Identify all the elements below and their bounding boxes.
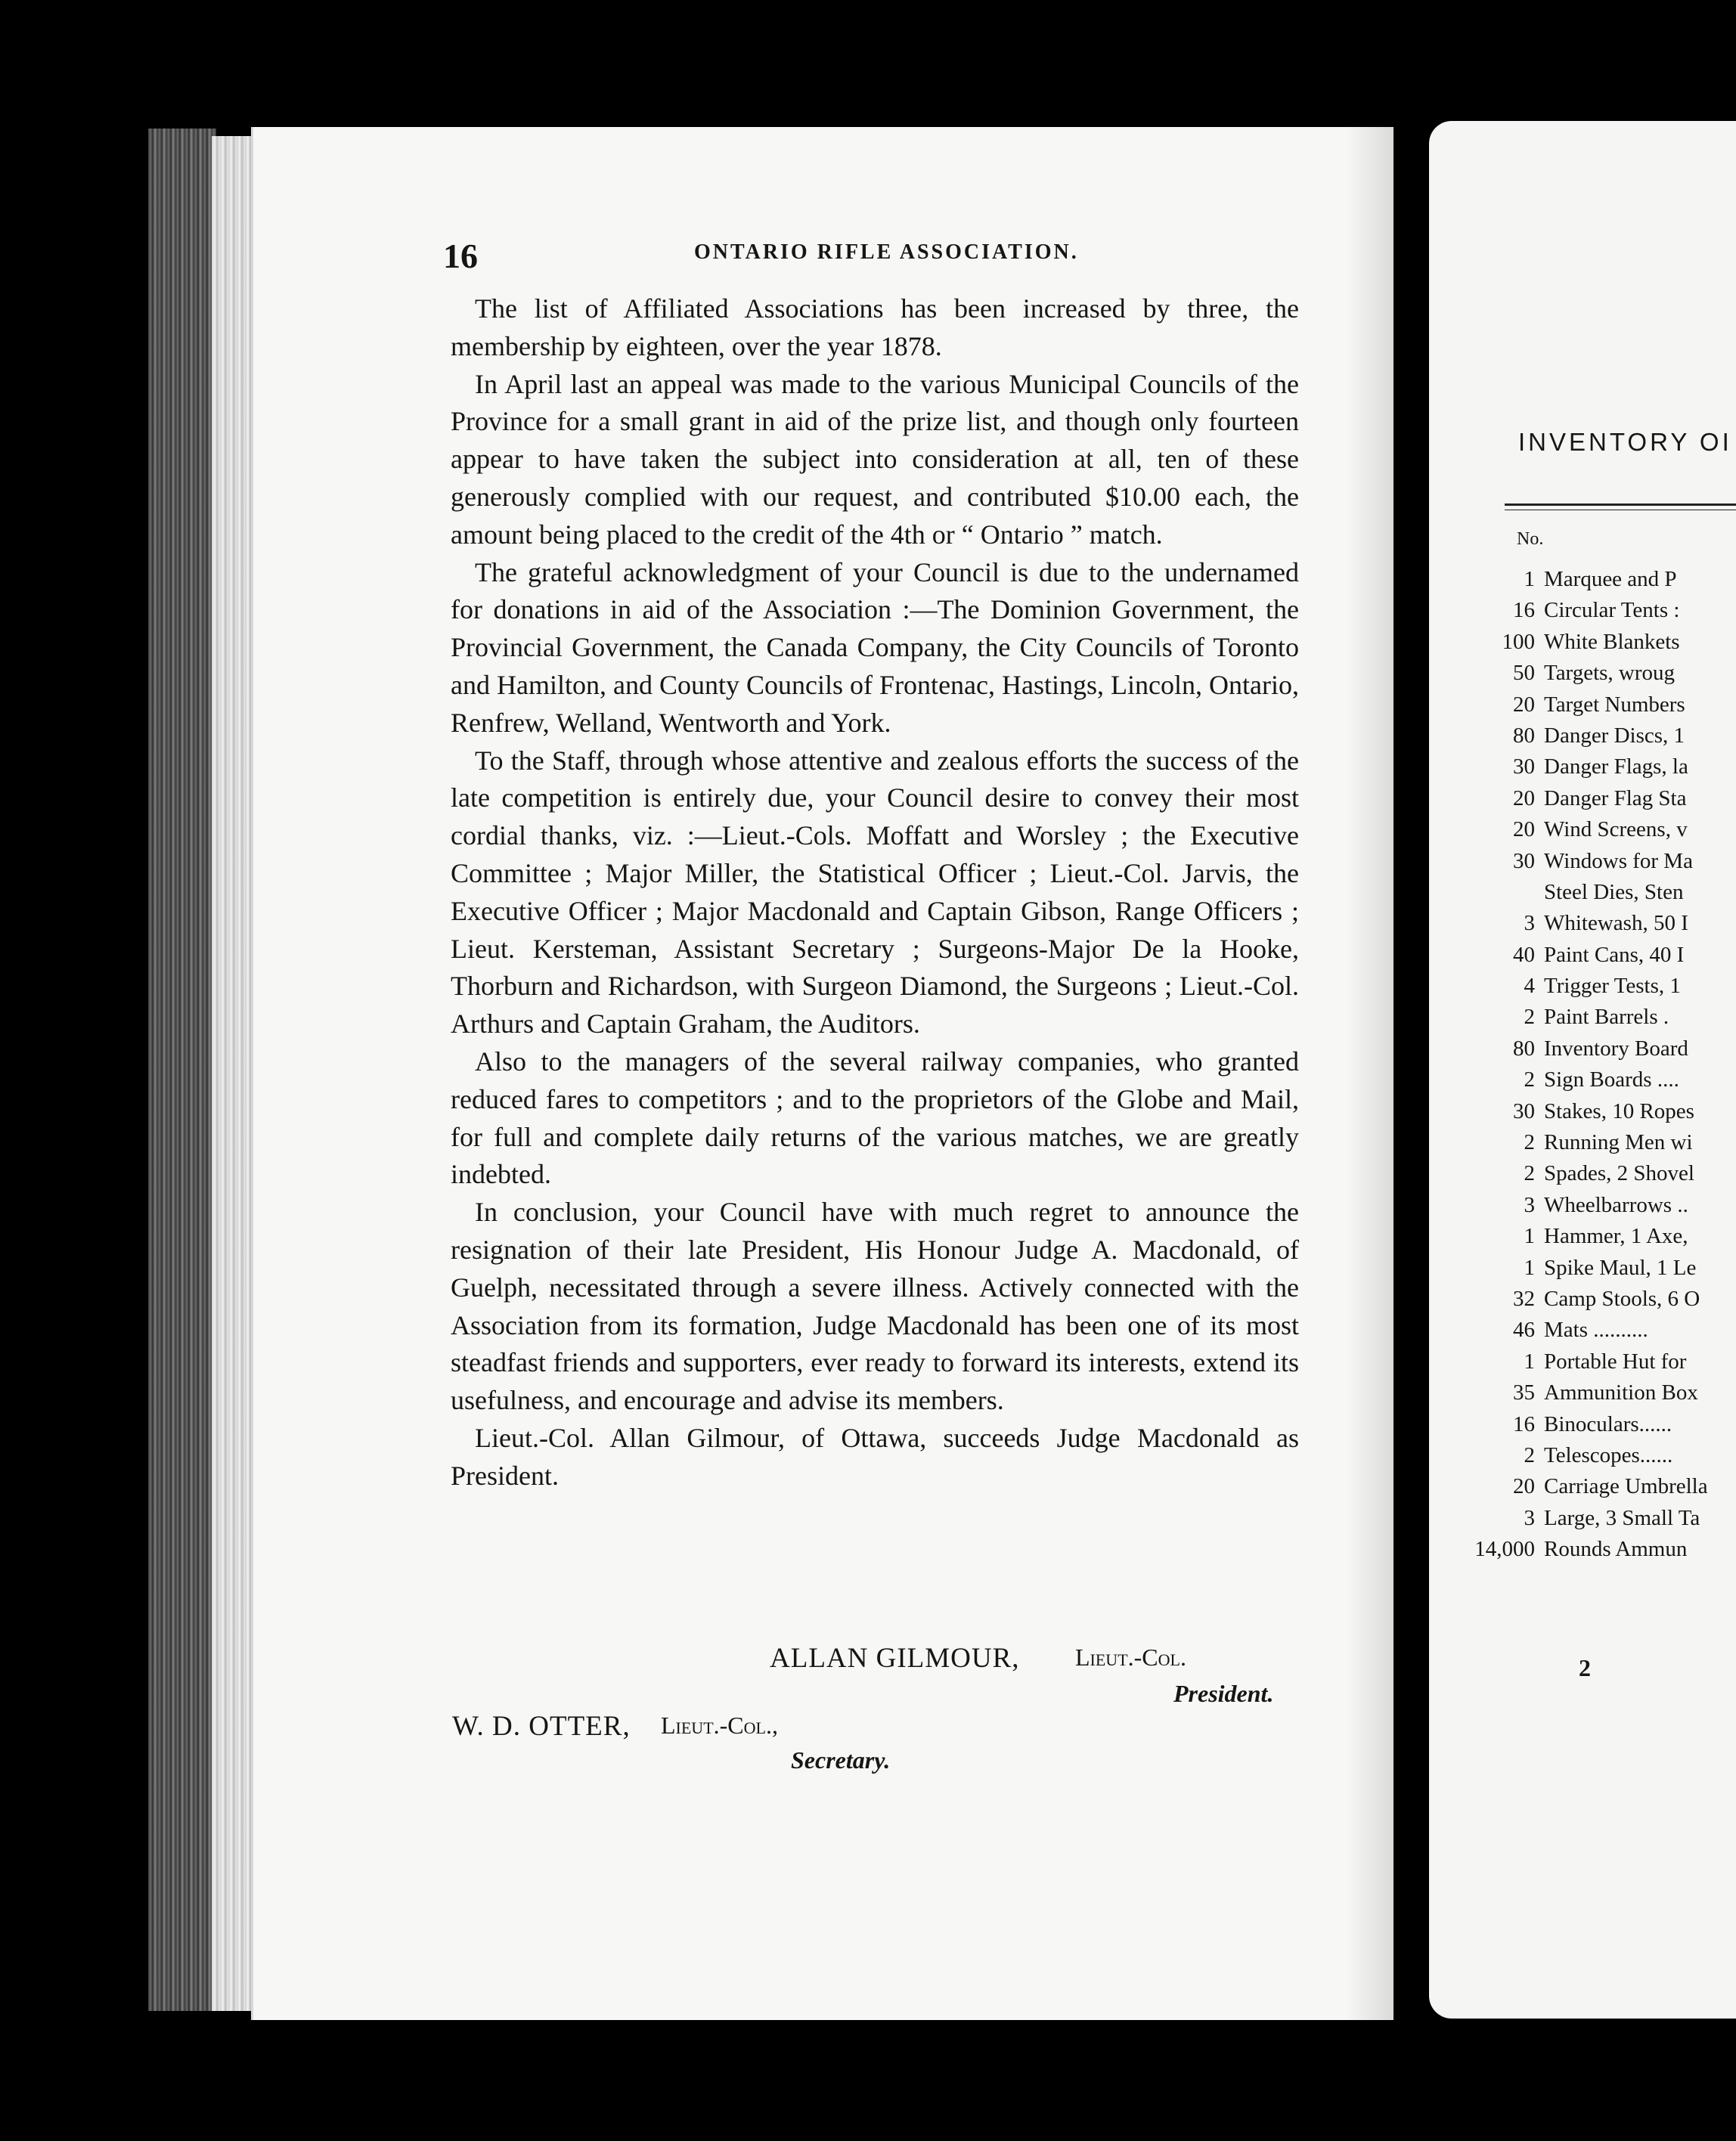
inventory-row [1490, 1440, 1736, 1471]
signature-president-title: President. [1173, 1680, 1274, 1707]
inventory-item: Danger Discs, 1 [1544, 723, 1685, 748]
paragraph-resignation: In conclusion, your Council have with much regret to announce the resignation of their late President, His Honour Judge A. Macdonald, of Guelph, necessitated through a severe illness. Actively connected with the Association from its formation, Judge Macdonald has been one of its most steadfast friends and supporters, ever ready to forward its interests, extend its usefulness, and encourage and advise its members. [451, 1197, 1299, 1416]
inventory-item: Whitewash, 50 I [1544, 911, 1688, 936]
signature-secretary-title: Secretary. [791, 1746, 891, 1774]
inventory-quantity: 32 [1513, 1286, 1535, 1311]
inventory-quantity: 40 [1513, 942, 1535, 967]
inventory-item: Inventory Board [1544, 1036, 1688, 1061]
inventory-row [1490, 1033, 1736, 1064]
inventory-quantity: 80 [1513, 723, 1535, 748]
inventory-row [1490, 1096, 1736, 1127]
inventory-row [1490, 846, 1736, 877]
body-text [451, 290, 1299, 1495]
inventory-item: Trigger Tests, 1 [1544, 974, 1681, 999]
stacked-page-edges [212, 136, 251, 2011]
inventory-item: Target Numbers [1544, 692, 1685, 717]
paragraph-staff-thanks: To the Staff, through whose attentive and zealous efforts the success of the late competition is entirely due, your Council desire to convey their most cordial thanks, viz. :—Lieut.-Cols. Moffatt and Worsley ; the Executive Committee ; Major Miller, the Statistical Officer ; Lieut.-Col. Jarvis, the Executive Officer ; Major Macdonald and Captain Gibson, Range Officers ; Lieut. Kersteman, Assistant Secretary ; Surgeons-Major De la Hooke, Thorburn and Richardson, with Surgeon Diamond, the Surgeons ; Lieut.-Col. Arthurs and Captain Graham, the Auditors. [451, 745, 1299, 1040]
inventory-quantity: 100 [1502, 629, 1535, 654]
inventory-item: Ammunition Box [1544, 1380, 1698, 1405]
inventory-item: Stakes, 10 Ropes [1544, 1098, 1694, 1123]
inventory-row [1490, 1284, 1736, 1315]
inventory-item: Danger Flags, la [1544, 754, 1688, 779]
inventory-row [1490, 1315, 1736, 1346]
inventory-row [1490, 783, 1736, 814]
inventory-row [1490, 627, 1736, 658]
signature-secretary-name: W. D. OTTER, [452, 1711, 631, 1742]
inventory-item: Targets, wroug [1544, 661, 1676, 686]
inventory-item: Danger Flag Sta [1544, 785, 1687, 810]
inventory-quantity: 20 [1513, 692, 1535, 717]
gutter-shadow [1346, 127, 1437, 2020]
inventory-row [1490, 1377, 1736, 1408]
inventory-quantity: 1 [1524, 1349, 1535, 1374]
inventory-row [1490, 1190, 1736, 1221]
inventory-row [1490, 814, 1736, 845]
inventory-list [1474, 564, 1736, 1566]
inventory-quantity: 80 [1513, 1036, 1535, 1061]
inventory-row [1490, 1064, 1736, 1095]
inventory-row [1490, 877, 1736, 908]
inventory-item: Wind Screens, v [1544, 817, 1688, 842]
inventory-item: White Blankets [1544, 629, 1680, 654]
inventory-row [1490, 1127, 1736, 1158]
paragraph-donations: The grateful acknowledgment of your Council is due to the undernamed for donations in aid of the Association :—The Dominion Government, the Provincial Government, the Canada Company, the City Councils of Toronto and Hamilton, and County Councils of Frontenac, Hastings, Lincoln, Ontario, Renfrew, Welland, Wentworth and York. [451, 556, 1299, 738]
inventory-quantity: 20 [1513, 817, 1535, 842]
inventory-quantity: 3 [1524, 911, 1535, 936]
inventory-row [1490, 564, 1736, 595]
inventory-row [1474, 1534, 1736, 1565]
inventory-item: Spike Maul, 1 Le [1544, 1255, 1697, 1280]
inventory-row [1490, 1002, 1736, 1033]
inventory-item: Running Men wi [1544, 1130, 1693, 1155]
inventory-row [1490, 1471, 1736, 1502]
inventory-quantity: 30 [1513, 1098, 1535, 1123]
inventory-item: Windows for Ma [1544, 848, 1693, 873]
inventory-quantity: 20 [1513, 785, 1535, 810]
inventory-quantity: 20 [1513, 1474, 1535, 1499]
inventory-row [1490, 1346, 1736, 1377]
inventory-item: Paint Cans, 40 I [1544, 942, 1685, 967]
title-rule-thick [1505, 503, 1736, 506]
inventory-quantity: 2 [1524, 1005, 1535, 1030]
inventory-item: Sign Boards .... [1544, 1067, 1679, 1092]
paragraph-new-president: Lieut.-Col. Allan Gilmour, of Ottawa, succeeds Judge Macdonald as President. [451, 1422, 1299, 1491]
inventory-item: Binoculars...... [1544, 1411, 1672, 1436]
inventory-item: Paint Barrels . [1544, 1005, 1669, 1030]
inventory-item: Hammer, 1 Axe, [1544, 1224, 1688, 1249]
signature-president-rank: Lieut.-Col. [1075, 1644, 1186, 1671]
inventory-item: Marquee and P [1544, 567, 1677, 591]
inventory-item: Carriage Umbrella [1544, 1474, 1708, 1499]
page-number: 16 [443, 237, 478, 275]
inventory-row [1490, 1221, 1736, 1252]
inventory-quantity: 35 [1513, 1380, 1535, 1405]
inventory-row [1490, 1158, 1736, 1189]
right-page-footer: 2 [1579, 1654, 1591, 1681]
inventory-item: Large, 3 Small Ta [1544, 1505, 1700, 1530]
signature-president-name: ALLAN GILMOUR, [770, 1643, 1020, 1674]
inventory-quantity: 1 [1524, 567, 1535, 591]
inventory-quantity: 2 [1524, 1442, 1535, 1467]
inventory-quantity: 14,000 [1474, 1537, 1535, 1562]
inventory-row [1490, 940, 1736, 971]
inventory-row [1490, 658, 1736, 689]
inventory-quantity: 2 [1524, 1161, 1535, 1186]
inventory-item: Wheelbarrows .. [1544, 1192, 1688, 1217]
inventory-item: Rounds Ammun [1544, 1537, 1688, 1562]
inventory-title: INVENTORY OI [1518, 428, 1732, 456]
inventory-quantity: 1 [1524, 1255, 1535, 1280]
inventory-quantity: 2 [1524, 1130, 1535, 1155]
signature-secretary-rank: Lieut.-Col., [661, 1712, 778, 1739]
inventory-quantity: 2 [1524, 1067, 1535, 1092]
book-spine-edge [148, 129, 216, 2011]
inventory-item: Spades, 2 Shovel [1544, 1161, 1694, 1186]
inventory-item: Telescopes...... [1544, 1442, 1673, 1467]
inventory-quantity: 4 [1524, 974, 1535, 999]
inventory-row [1490, 595, 1736, 626]
inventory-quantity: 3 [1524, 1192, 1535, 1217]
inventory-row [1490, 720, 1736, 751]
inventory-item: Circular Tents : [1544, 598, 1680, 623]
inventory-item: Portable Hut for [1544, 1349, 1687, 1374]
inventory-row [1490, 689, 1736, 720]
paragraph-affiliated-associations: The list of Affiliated Associations has been increased by three, the membership by eighteen, over the year 1878. [451, 293, 1299, 361]
paragraph-municipal-councils: In April last an appeal was made to the various Municipal Councils of the Province for a small grant in aid of the prize list, and though only fourteen appear to have taken the subject into consideration at all, ten of these generously complied with our request, and contributed $10.00 each, the amount being placed to the credit of the 4th or “ Ontario ” match. [451, 368, 1299, 550]
inventory-item: Steel Dies, Sten [1544, 879, 1684, 904]
inventory-quantity: 1 [1524, 1224, 1535, 1249]
inventory-item: Mats .......... [1544, 1318, 1648, 1343]
inventory-row [1490, 908, 1736, 939]
inventory-row [1490, 1409, 1736, 1440]
running-head: ONTARIO RIFLE ASSOCIATION. [694, 240, 1079, 264]
inventory-quantity: 3 [1524, 1505, 1535, 1530]
inventory-row [1490, 751, 1736, 782]
inventory-row [1490, 971, 1736, 1002]
inventory-row [1490, 1253, 1736, 1284]
column-header-number: No. [1517, 529, 1544, 549]
inventory-item: Camp Stools, 6 O [1544, 1286, 1700, 1311]
paragraph-railway-companies: Also to the managers of the several railway companies, who granted reduced fares to competitors ; and to the proprietors of the Globe and Mail, for full and complete daily returns of the various matches, we are greatly indebted. [451, 1046, 1299, 1190]
inventory-quantity: 46 [1513, 1318, 1535, 1343]
inventory-quantity: 30 [1513, 848, 1535, 873]
inventory-quantity: 16 [1513, 1411, 1535, 1436]
inventory-quantity: 16 [1513, 598, 1535, 623]
inventory-row [1490, 1503, 1736, 1534]
inventory-quantity: 30 [1513, 754, 1535, 779]
inventory-quantity: 50 [1513, 661, 1535, 686]
